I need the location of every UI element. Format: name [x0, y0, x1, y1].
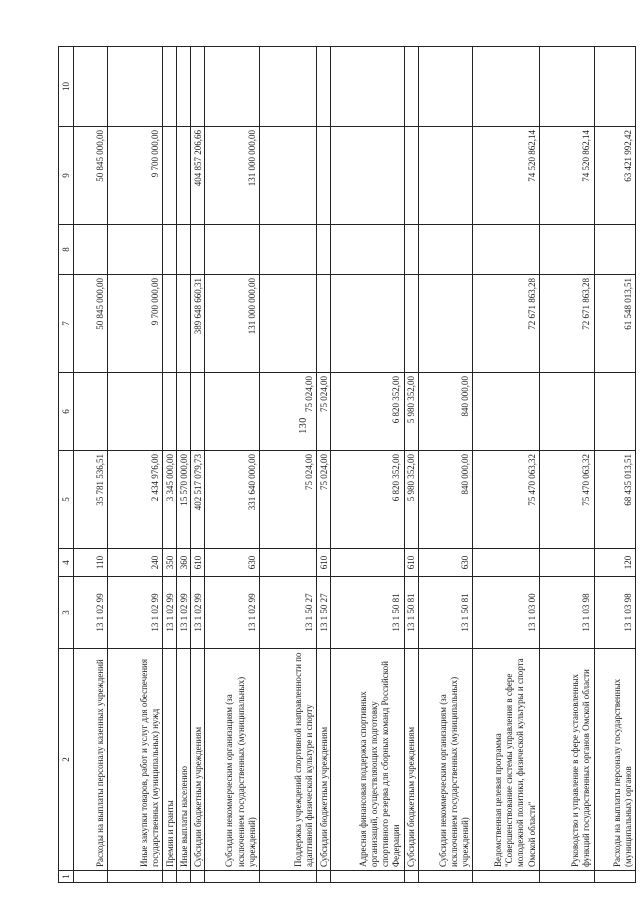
- cell-col9: [163, 127, 177, 225]
- cell-name: Субсидии бюджетным учреждениям: [191, 649, 205, 871]
- cell-col5: 75 024,00: [317, 451, 331, 549]
- cell-expense-type: 120: [594, 549, 635, 577]
- cell-col10: [473, 47, 539, 127]
- cell-col8: [260, 225, 317, 275]
- cell-col8: [594, 225, 635, 275]
- column-header-1: 1: [59, 871, 74, 883]
- page-number: 130: [297, 417, 309, 434]
- cell-code: 13 1 50 81: [331, 577, 404, 649]
- cell-col10: [205, 47, 260, 127]
- cell-col8: [205, 225, 260, 275]
- cell-col7: 72 671 863,28: [473, 275, 539, 373]
- cell-col10: [539, 47, 594, 127]
- cell-col5: 6 820 352,00: [331, 451, 404, 549]
- cell-col10: [108, 47, 163, 127]
- table-row: [594, 47, 635, 883]
- header-row: [59, 47, 74, 883]
- cell-col7: [260, 275, 317, 373]
- cell-col9: 50 845 000,00: [74, 127, 108, 225]
- cell-expense-type: 610: [191, 549, 205, 577]
- cell-name: Иные выплаты населению: [177, 649, 191, 871]
- cell-expense-type: [539, 549, 594, 577]
- cell-col6: [108, 373, 163, 451]
- cell-index: [163, 871, 177, 883]
- cell-col9: 9 700 000,00: [108, 127, 163, 225]
- budget-table-container: [58, 47, 636, 883]
- table-row: [205, 47, 260, 883]
- cell-col5: 840 000,00: [418, 451, 473, 549]
- cell-col6: [177, 373, 191, 451]
- cell-col6: [163, 373, 177, 451]
- table-row: [177, 47, 191, 883]
- cell-col6: [594, 373, 635, 451]
- cell-expense-type: 350: [163, 549, 177, 577]
- rotated-page: [58, 47, 636, 883]
- cell-col5: 68 435 013,51: [594, 451, 635, 549]
- table-row: [473, 47, 539, 883]
- cell-index: [331, 871, 404, 883]
- column-header-8: 8: [59, 225, 74, 275]
- column-header-7: 7: [59, 275, 74, 373]
- cell-col7: [317, 275, 331, 373]
- cell-col5: 5 980 352,00: [404, 451, 418, 549]
- cell-col10: [404, 47, 418, 127]
- cell-expense-type: [331, 549, 404, 577]
- cell-col5: 331 640 000,00: [205, 451, 260, 549]
- cell-col5: 3 345 000,00: [163, 451, 177, 549]
- cell-expense-type: [473, 549, 539, 577]
- column-header-6: 6: [59, 373, 74, 451]
- cell-expense-type: 360: [177, 549, 191, 577]
- column-header-2: 2: [59, 649, 74, 871]
- table-row: [404, 47, 418, 883]
- cell-col8: [418, 225, 473, 275]
- cell-code: 13 1 02 99: [74, 577, 108, 649]
- cell-code: 13 1 50 81: [404, 577, 418, 649]
- cell-col8: [191, 225, 205, 275]
- cell-col9: 404 857 206,66: [191, 127, 205, 225]
- cell-col5: 75 470 063,32: [473, 451, 539, 549]
- cell-expense-type: 630: [205, 549, 260, 577]
- cell-index: [594, 871, 635, 883]
- cell-name: Субсидии некоммерческим организациям (за исключением государственных (муниципальных) учреждений): [418, 649, 473, 871]
- cell-name: Премии и гранты: [163, 649, 177, 871]
- cell-col5: 75 470 063,32: [539, 451, 594, 549]
- cell-name: Расходы на выплаты персоналу казенных учреждений: [74, 649, 108, 871]
- table-row: [539, 47, 594, 883]
- table-row: [108, 47, 163, 883]
- cell-code: 13 1 03 00: [473, 577, 539, 649]
- cell-name: Поддержка учреждений спортивной направленности по адаптивной физической культуре и спорту: [260, 649, 317, 871]
- cell-col5: 2 434 976,00: [108, 451, 163, 549]
- cell-expense-type: 610: [317, 549, 331, 577]
- column-header-3: 3: [59, 577, 74, 649]
- cell-index: [418, 871, 473, 883]
- cell-col6: 75 024,00: [260, 373, 317, 451]
- cell-col7: [404, 275, 418, 373]
- cell-code: 13 1 03 98: [539, 577, 594, 649]
- table-body: [74, 47, 636, 883]
- cell-col8: [539, 225, 594, 275]
- cell-index: [260, 871, 317, 883]
- cell-col9: [317, 127, 331, 225]
- cell-col5: 35 781 536,51: [74, 451, 108, 549]
- cell-index: [404, 871, 418, 883]
- cell-expense-type: [260, 549, 317, 577]
- cell-code: 13 1 02 99: [191, 577, 205, 649]
- column-header-9: 9: [59, 127, 74, 225]
- cell-col6: 6 820 352,00: [331, 373, 404, 451]
- cell-code: 13 1 03 98: [594, 577, 635, 649]
- cell-code: 13 1 02 99: [177, 577, 191, 649]
- table-row: [163, 47, 177, 883]
- cell-col7: 131 000 000,00: [205, 275, 260, 373]
- cell-col9: 131 000 000,00: [205, 127, 260, 225]
- cell-code: 13 1 50 27: [260, 577, 317, 649]
- cell-col6: 5 980 352,00: [404, 373, 418, 451]
- cell-code: 13 1 02 99: [108, 577, 163, 649]
- cell-col8: [74, 225, 108, 275]
- cell-col8: [331, 225, 404, 275]
- cell-col10: [74, 47, 108, 127]
- cell-col9: [260, 127, 317, 225]
- cell-name: Адресная финансовая поддержка спортивных организаций, осуществляющих подготовку спортивного резерва для сборных команд Российской Федерации: [331, 649, 404, 871]
- cell-col7: [331, 275, 404, 373]
- table-row: [260, 47, 317, 883]
- cell-name: Расходы на выплаты персоналу государственных (муниципальных) органов: [594, 649, 635, 871]
- cell-index: [205, 871, 260, 883]
- table-row: [418, 47, 473, 883]
- cell-col7: 50 845 000,00: [74, 275, 108, 373]
- cell-col6: 840 000,00: [418, 373, 473, 451]
- cell-col6: [191, 373, 205, 451]
- cell-index: [74, 871, 108, 883]
- table-row: [191, 47, 205, 883]
- cell-name: Иные закупки товаров, работ и услуг для обеспечения государственных (муниципальных) нужд: [108, 649, 163, 871]
- cell-col10: [260, 47, 317, 127]
- column-header-5: 5: [59, 451, 74, 549]
- cell-col5: 402 517 079,73: [191, 451, 205, 549]
- cell-col6: [473, 373, 539, 451]
- cell-col6: [539, 373, 594, 451]
- cell-col9: [177, 127, 191, 225]
- cell-col10: [594, 47, 635, 127]
- cell-code: 13 1 02 99: [205, 577, 260, 649]
- cell-col10: [331, 47, 404, 127]
- cell-col7: 72 671 863,28: [539, 275, 594, 373]
- cell-index: [317, 871, 331, 883]
- cell-name: Субсидии бюджетным учреждениям: [404, 649, 418, 871]
- cell-col10: [163, 47, 177, 127]
- table-row: [74, 47, 108, 883]
- cell-col6: [74, 373, 108, 451]
- cell-col8: [163, 225, 177, 275]
- cell-col8: [317, 225, 331, 275]
- cell-col7: 61 548 013,51: [594, 275, 635, 373]
- cell-col10: [191, 47, 205, 127]
- cell-name: Субсидии некоммерческим организациям (за исключением государственных (муниципальных) учреждений): [205, 649, 260, 871]
- cell-index: [539, 871, 594, 883]
- cell-expense-type: 610: [404, 549, 418, 577]
- cell-col7: 9 700 000,00: [108, 275, 163, 373]
- cell-col7: [177, 275, 191, 373]
- table-row: [331, 47, 404, 883]
- cell-col6: 75 024,00: [317, 373, 331, 451]
- cell-col5: 15 570 000,00: [177, 451, 191, 549]
- cell-index: [473, 871, 539, 883]
- cell-index: [177, 871, 191, 883]
- cell-col9: 63 421 992,42: [594, 127, 635, 225]
- cell-col10: [317, 47, 331, 127]
- cell-col10: [177, 47, 191, 127]
- budget-table: [58, 46, 636, 883]
- cell-col7: 389 648 660,31: [191, 275, 205, 373]
- table-row: [317, 47, 331, 883]
- column-header-10: 10: [59, 47, 74, 127]
- cell-col7: [418, 275, 473, 373]
- cell-col9: 74 520 862,14: [473, 127, 539, 225]
- cell-expense-type: 630: [418, 549, 473, 577]
- cell-index: [108, 871, 163, 883]
- cell-code: 13 1 50 81: [418, 577, 473, 649]
- cell-col9: 74 520 862,14: [539, 127, 594, 225]
- cell-col8: [108, 225, 163, 275]
- cell-name: Руководство и управление в сфере установленных функций государственных органов Омской области: [539, 649, 594, 871]
- cell-name: Субсидии бюджетным учреждениям: [317, 649, 331, 871]
- cell-col8: [473, 225, 539, 275]
- cell-code: 13 1 50 27: [317, 577, 331, 649]
- cell-col9: [331, 127, 404, 225]
- column-header-4: 4: [59, 549, 74, 577]
- cell-code: 13 1 02 99: [163, 577, 177, 649]
- cell-col9: [404, 127, 418, 225]
- cell-col8: [404, 225, 418, 275]
- cell-col6: [205, 373, 260, 451]
- cell-name: Ведомственная целевая программа "Совершенствование системы управления в сфере молодежной политики, физической культуры и спорта Омской области": [473, 649, 539, 871]
- cell-col5: 75 024,00: [260, 451, 317, 549]
- cell-expense-type: 110: [74, 549, 108, 577]
- cell-col9: [418, 127, 473, 225]
- cell-col7: [163, 275, 177, 373]
- cell-expense-type: 240: [108, 549, 163, 577]
- cell-col10: [418, 47, 473, 127]
- cell-index: [191, 871, 205, 883]
- cell-col8: [177, 225, 191, 275]
